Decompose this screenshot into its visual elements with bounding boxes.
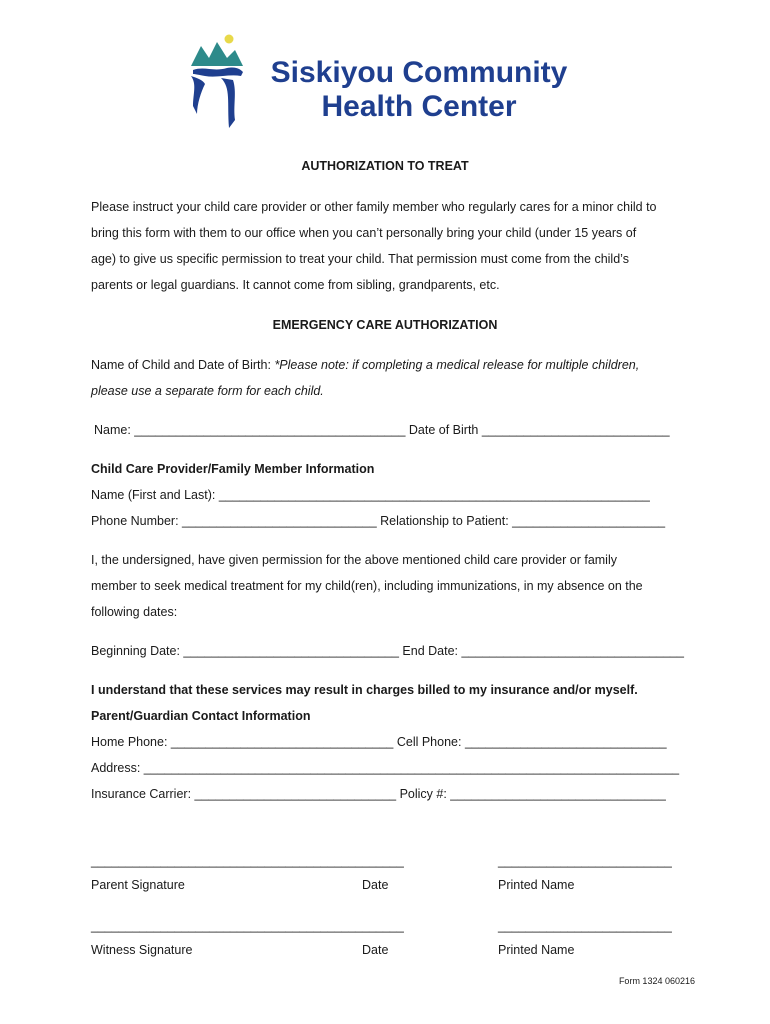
witness-signature-line[interactable]: _____________________________________________ (91, 919, 404, 933)
parent-date-label: Date (362, 878, 389, 892)
witness-date-label: Date (362, 943, 389, 957)
parent-signature-line[interactable]: _____________________________________________ (91, 854, 404, 868)
parent-signature-label: Parent Signature (91, 878, 185, 892)
witness-printed-name-label: Printed Name (498, 943, 575, 957)
charges-statement: I understand that these services may result in charges billed to my insurance and/or myself. (91, 683, 638, 697)
mountain-logo-icon (187, 32, 245, 130)
consent-line-1: I, the undersigned, have given permission for the above mentioned child care provider or family (91, 553, 617, 567)
child-info-note-line-2: please use a separate form for each child. (91, 384, 324, 398)
logo-line-2: Health Center (321, 90, 517, 123)
witness-printed-name-line[interactable]: _________________________ (498, 919, 672, 933)
logo-wordmark (249, 56, 589, 124)
intro-line-4: parents or legal guardians. It cannot come from sibling, grandparents, etc. (91, 278, 500, 292)
child-name-dob-field[interactable]: Name: _______________________________________ Date of Birth ___________________________ (94, 423, 670, 437)
witness-signature-label: Witness Signature (91, 943, 193, 957)
guardian-phone-field[interactable]: Home Phone: ________________________________ Cell Phone: _____________________________ (91, 735, 667, 749)
consent-line-3: following dates: (91, 605, 178, 619)
child-info-label-text: Name of Child and Date of Birth: (91, 358, 275, 372)
form-number: Form 1324 060216 (618, 976, 695, 986)
child-info-label (91, 357, 691, 373)
insurance-field[interactable]: Insurance Carrier: _____________________________ Policy #: _______________________________ (91, 787, 666, 801)
intro-line-3: age) to give us specific permission to treat your child. That permission must come from the child’s (91, 252, 629, 266)
siskiyou-logo (187, 32, 597, 132)
parent-printed-name-line[interactable]: _________________________ (498, 854, 672, 868)
page-title: AUTHORIZATION TO TREAT (301, 159, 469, 173)
child-info-note: *Please note: if completing a medical release for multiple children, (274, 358, 640, 372)
intro-line-1: Please instruct your child care provider or other family member who regularly cares for a minor child to (91, 200, 657, 214)
provider-phone-field[interactable]: Phone Number: ____________________________ Relationship to Patient: ______________________ (91, 514, 666, 528)
dates-field[interactable]: Beginning Date: _______________________________ End Date: ________________________________ (91, 644, 684, 658)
guardian-heading: Parent/Guardian Contact Information (91, 709, 311, 723)
parent-printed-name-label: Printed Name (498, 878, 575, 892)
guardian-address-field[interactable]: Address: _____________________________________________________________________________ (91, 761, 680, 775)
section-title: EMERGENCY CARE AUTHORIZATION (272, 318, 498, 332)
logo-line-1: Siskiyou Community (270, 56, 568, 89)
intro-line-2: bring this form with them to our office when you can’t personally bring your child (under 15 years of (91, 226, 637, 240)
consent-line-2: member to seek medical treatment for my child(ren), including immunizations, in my absence on the (91, 579, 643, 593)
provider-name-field[interactable]: Name (First and Last): ______________________________________________________________ (91, 488, 650, 502)
provider-heading: Child Care Provider/Family Member Information (91, 462, 375, 476)
